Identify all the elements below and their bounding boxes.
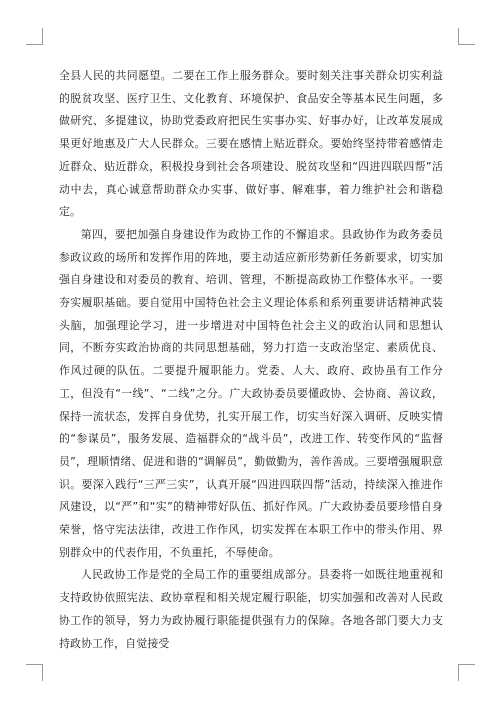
crop-mark-bottom-right [458, 664, 475, 681]
crop-mark-bottom-left [26, 664, 43, 681]
crop-mark-top-right [458, 28, 475, 45]
paragraph-continued: 全县人民的共同愿望。二要在工作上服务群众。要时刻关注事关群众切实利益的脱贫攻坚、医疗卫生、文化教育、环境保护、食品安全等基本民生问题，多做研究、多提建议，协助党委政府把民生实事办实、好事办好，让改革发展成果更好地惠及广大人民群众。三要在感情上贴近群众。要始终坚持带着感情走近群众、贴近群众，积极投身到社会各项建设、脱贫攻坚和“四进四联四帮”活动中去，真心诚意帮助群众办实事、做好事、解难事，着力维护社会和谐稳定。 [59, 69, 443, 219]
crop-mark-top-left [26, 28, 43, 45]
paragraph-fourth-point: 第四，要把加强自身建设作为政协工作的不懈追求。县政协作为政务委员参政议政的场所和发挥作用的阵地，要主动适应新形势新任务新要求，切实加强自身建设和对委员的教育、培训、管理，不断提高政协工作整体水平。一要夯实履职基础。要自觉用中国特色社会主义理论体系和系列重要讲话精神武装头脑，加强理论学习，进一步增进对中国特色社会主义的政治认同和思想认同，不断夯实政治协商的共同思想基础，努力打造一支政治坚定、素质优良、作风过硬的队伍。二要提升履职能力。党委、人大、政府、政协虽有工作分工，但没有“一线”、“二线”之分。广大政协委员要懂政协、会协商、善议政，保持一流状态，发挥自身优势，扎实开展工作，切实当好深入调研、反映实情的“参谋员”，服务发展、造福群众的“战斗员”，改进工作、转变作风的“监督员”，理顺情绪、促进和谐的“调解员”，勤做勤为，善作善成。三要增强履职意识。要深入践行“三严三实”，认真开展“四进四联四帮”活动，持续深入推进作风建设，以“严”和“实”的精神带好队伍、抓好作风。广大政协委员要珍惜自身荣誉，恪守宪法法律，改进工作作风，切实发挥在本职工作中的带头作用、界别群众中的代表作用，不负重托，不辱使命。 [59, 227, 443, 559]
paragraph-closing: 人民政协工作是党的全局工作的重要组成部分。县委将一如既往地重视和支持政协依照宪法、政协章程和相关规定履行职能，切实加强和改善对人民政协工作的领导，努力为政协履行职能提供强有力的保障。各地各部门要大力支持政协工作，自觉接受 [59, 568, 443, 650]
document-body [59, 65, 443, 655]
